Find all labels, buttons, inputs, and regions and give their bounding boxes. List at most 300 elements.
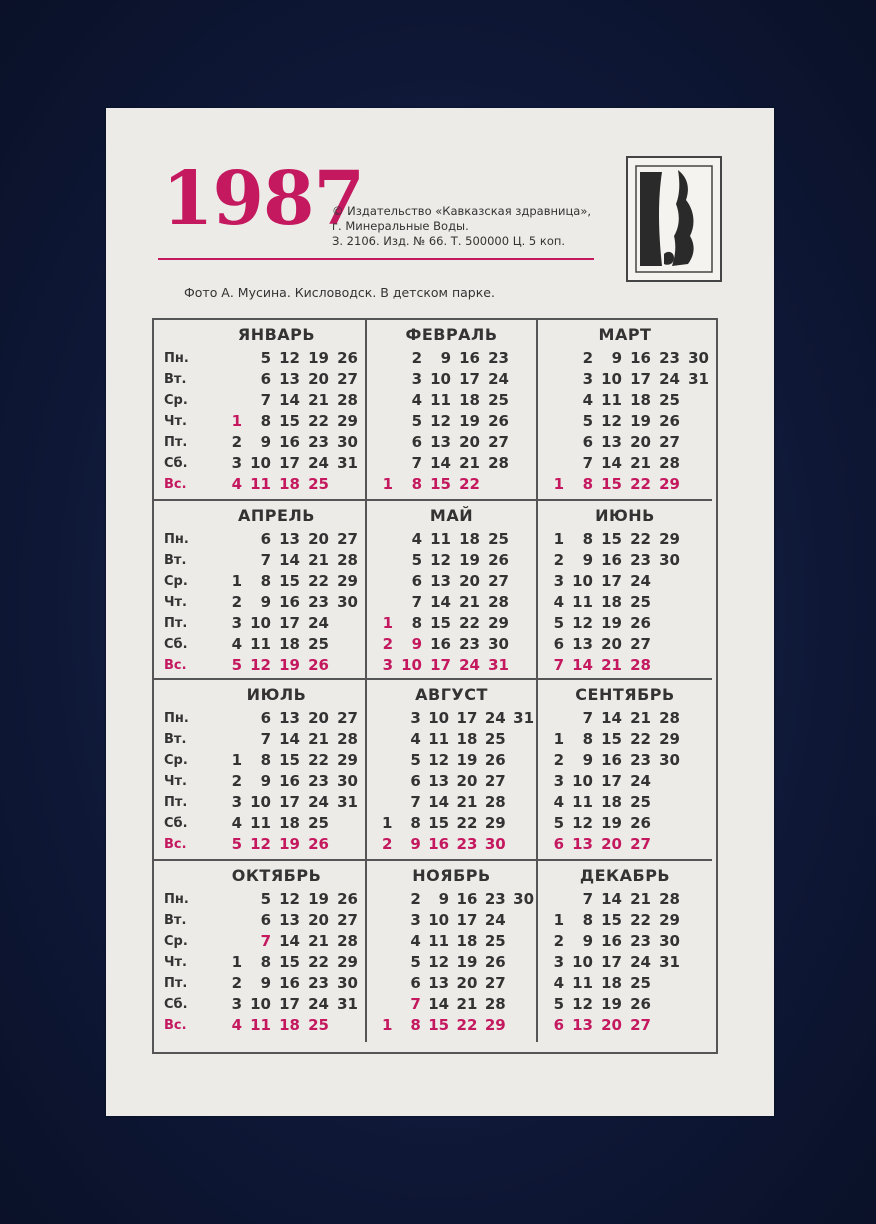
day-number: 18	[456, 932, 478, 950]
day-number: 8	[260, 412, 271, 430]
day-number: 18	[279, 635, 300, 653]
day-number: 1	[553, 730, 564, 748]
day-number: 26	[630, 995, 651, 1013]
day-number: 3	[231, 995, 242, 1013]
day-number: 11	[428, 730, 450, 748]
weekday-label: Ср.	[164, 934, 188, 949]
day-number: 11	[428, 932, 450, 950]
weekday-label: Пт.	[164, 616, 188, 631]
day-number: 10	[572, 953, 593, 971]
day-number: 8	[411, 475, 422, 493]
month-3	[154, 501, 367, 680]
day-number: 20	[456, 974, 478, 992]
day-number: 19	[601, 995, 622, 1013]
day-number: 4	[231, 814, 242, 832]
day-number: 16	[630, 349, 651, 367]
day-number: 20	[308, 370, 329, 388]
day-number: 20	[601, 635, 622, 653]
day-number: 20	[630, 433, 651, 451]
day-number: 15	[428, 814, 450, 832]
day-number: 10	[572, 572, 593, 590]
week-column	[302, 348, 331, 495]
day-number: 24	[308, 614, 329, 632]
day-number: 4	[582, 391, 593, 409]
day-number: 11	[572, 593, 593, 611]
day-number: 12	[250, 656, 271, 674]
day-number: 25	[630, 593, 651, 611]
week-column	[624, 708, 653, 855]
day-number: 10	[401, 656, 422, 674]
week-column	[273, 529, 302, 676]
day-number: 25	[484, 730, 506, 748]
day-number: 12	[428, 751, 450, 769]
day-number: 16	[279, 974, 300, 992]
week-column	[424, 529, 453, 676]
day-number: 16	[601, 551, 622, 569]
day-number: 28	[337, 391, 358, 409]
day-number: 28	[337, 730, 358, 748]
day-number: 18	[459, 530, 480, 548]
week-column	[373, 348, 395, 495]
month-days	[367, 708, 536, 855]
day-number: 29	[484, 1016, 506, 1034]
day-number: 24	[484, 911, 506, 929]
day-number: 26	[659, 412, 680, 430]
month-days	[154, 708, 365, 855]
day-number: 16	[459, 349, 480, 367]
day-number: 17	[601, 953, 622, 971]
day-number: 20	[308, 911, 329, 929]
weekday-label: Вт.	[164, 913, 187, 928]
day-number: 9	[411, 635, 422, 653]
day-number: 27	[337, 911, 358, 929]
day-number: 5	[411, 412, 422, 430]
day-number: 13	[279, 911, 300, 929]
day-number: 6	[582, 433, 593, 451]
day-number: 29	[337, 953, 358, 971]
day-number: 17	[279, 995, 300, 1013]
day-number: 20	[459, 433, 480, 451]
day-number: 12	[601, 412, 622, 430]
week-column	[544, 708, 566, 855]
week-column	[453, 529, 482, 676]
day-number: 27	[630, 1016, 651, 1034]
day-number: 22	[630, 911, 651, 929]
day-number: 23	[659, 349, 680, 367]
day-number: 4	[231, 635, 242, 653]
day-number: 3	[382, 656, 393, 674]
day-number: 26	[484, 953, 506, 971]
week-column	[451, 889, 479, 1036]
week-column	[653, 348, 682, 495]
day-number: 22	[630, 530, 651, 548]
week-column	[508, 708, 536, 855]
day-number: 5	[411, 551, 422, 569]
day-number: 23	[459, 635, 480, 653]
week-column	[424, 348, 453, 495]
publisher-line: г. Минеральные Воды.	[332, 219, 469, 233]
day-number: 3	[231, 614, 242, 632]
day-number: 26	[308, 656, 329, 674]
day-number: 29	[659, 530, 680, 548]
week-column	[595, 889, 624, 1036]
day-number: 13	[430, 572, 451, 590]
day-number: 5	[260, 349, 271, 367]
day-number: 23	[484, 890, 506, 908]
day-number: 23	[630, 551, 651, 569]
day-number: 3	[410, 709, 421, 727]
year-title: 1987	[162, 156, 364, 242]
month-0	[154, 320, 367, 501]
day-number: 19	[456, 751, 478, 769]
weekday-label: Пн.	[164, 892, 189, 907]
day-number: 7	[410, 995, 421, 1013]
day-number: 24	[308, 995, 329, 1013]
day-number: 30	[484, 835, 506, 853]
day-number: 27	[484, 974, 506, 992]
day-number: 8	[582, 530, 593, 548]
day-number: 1	[382, 814, 393, 832]
day-number: 17	[459, 370, 480, 388]
day-number: 21	[456, 793, 478, 811]
month-days	[367, 529, 536, 676]
weekday-label: Вс.	[164, 658, 187, 673]
day-number: 22	[308, 953, 329, 971]
day-number: 28	[659, 890, 680, 908]
week-column	[273, 708, 302, 855]
month-10	[367, 861, 538, 1042]
week-column	[595, 348, 624, 495]
day-number: 5	[410, 751, 421, 769]
day-number: 10	[250, 793, 271, 811]
weekday-label: Ср.	[164, 753, 188, 768]
day-number: 14	[601, 454, 622, 472]
day-number: 9	[260, 593, 271, 611]
calendar-card	[106, 108, 774, 1116]
day-number: 19	[456, 953, 478, 971]
day-number: 13	[430, 433, 451, 451]
day-number: 17	[430, 656, 451, 674]
day-number: 26	[337, 890, 358, 908]
day-number: 1	[231, 412, 242, 430]
day-number: 8	[410, 1016, 421, 1034]
weekday-label: Чт.	[164, 774, 187, 789]
day-number: 12	[572, 995, 593, 1013]
day-number: 2	[231, 772, 242, 790]
month-7	[367, 680, 538, 861]
day-number: 18	[279, 814, 300, 832]
day-number: 10	[428, 709, 450, 727]
day-number: 3	[411, 370, 422, 388]
day-number: 21	[308, 730, 329, 748]
day-number: 17	[601, 772, 622, 790]
day-number: 21	[456, 995, 478, 1013]
month-days	[538, 529, 712, 676]
day-number: 17	[279, 614, 300, 632]
week-column	[302, 889, 331, 1036]
week-column	[653, 708, 682, 855]
day-number: 30	[337, 974, 358, 992]
day-number: 10	[572, 772, 593, 790]
week-column	[423, 889, 451, 1036]
day-number: 25	[488, 530, 509, 548]
day-number: 18	[601, 593, 622, 611]
day-number: 29	[488, 614, 509, 632]
weekday-label: Пт.	[164, 795, 188, 810]
day-number: 23	[488, 349, 509, 367]
day-number: 24	[630, 953, 651, 971]
day-number: 28	[484, 793, 506, 811]
day-number: 14	[279, 932, 300, 950]
day-number: 26	[488, 551, 509, 569]
week-column	[453, 348, 482, 495]
month-name: МАРТ	[598, 325, 652, 344]
month-name: ДЕКАБРЬ	[579, 866, 671, 885]
day-number: 13	[428, 772, 450, 790]
week-column	[479, 708, 507, 855]
day-number: 5	[231, 656, 242, 674]
day-number: 7	[260, 551, 271, 569]
day-number: 8	[582, 730, 593, 748]
day-number: 4	[553, 593, 564, 611]
day-number: 26	[484, 751, 506, 769]
day-number: 31	[513, 709, 535, 727]
day-number: 8	[410, 814, 421, 832]
day-number: 25	[308, 475, 329, 493]
week-column	[544, 529, 566, 676]
day-number: 15	[601, 530, 622, 548]
day-number: 16	[601, 932, 622, 950]
day-number: 3	[410, 911, 421, 929]
day-number: 2	[410, 890, 421, 908]
month-days	[538, 708, 712, 855]
day-number: 4	[553, 974, 564, 992]
day-number: 19	[279, 656, 300, 674]
day-number: 21	[308, 932, 329, 950]
day-number: 7	[582, 454, 593, 472]
week-column	[222, 889, 244, 1036]
day-number: 5	[553, 814, 564, 832]
week-column	[595, 708, 624, 855]
day-number: 10	[601, 370, 622, 388]
day-number: 14	[430, 454, 451, 472]
day-number: 11	[430, 391, 451, 409]
day-number: 14	[279, 391, 300, 409]
day-number: 22	[456, 1016, 478, 1034]
day-number: 18	[279, 1016, 300, 1034]
week-column	[394, 708, 422, 855]
week-column	[566, 348, 595, 495]
week-column	[273, 889, 302, 1036]
day-number: 3	[231, 793, 242, 811]
weekday-label: Сб.	[164, 637, 188, 652]
day-number: 31	[337, 454, 358, 472]
day-number: 2	[231, 593, 242, 611]
day-number: 16	[456, 890, 478, 908]
week-column	[302, 708, 331, 855]
day-number: 20	[601, 835, 622, 853]
day-number: 17	[630, 370, 651, 388]
month-days	[154, 529, 365, 676]
day-number: 21	[630, 890, 651, 908]
day-number: 29	[337, 572, 358, 590]
day-number: 30	[488, 635, 509, 653]
day-number: 14	[601, 890, 622, 908]
publisher-line: З. 2106. Изд. № 66. Т. 500000 Ц. 5 коп.	[332, 234, 566, 248]
day-number: 15	[601, 730, 622, 748]
day-number: 12	[279, 349, 300, 367]
day-number: 21	[630, 454, 651, 472]
day-number: 4	[553, 793, 564, 811]
day-number: 17	[456, 911, 478, 929]
week-column	[624, 529, 653, 676]
day-number: 9	[440, 349, 451, 367]
week-column	[653, 529, 682, 676]
weekday-label: Вс.	[164, 837, 187, 852]
weekday-label: Ср.	[164, 393, 188, 408]
week-column	[373, 708, 394, 855]
day-number: 28	[488, 454, 509, 472]
week-column	[302, 529, 331, 676]
day-number: 6	[411, 572, 422, 590]
day-number: 6	[553, 635, 564, 653]
day-number: 8	[411, 614, 422, 632]
day-number: 5	[410, 953, 421, 971]
day-number: 23	[308, 593, 329, 611]
day-number: 28	[488, 593, 509, 611]
day-number: 12	[250, 835, 271, 853]
day-number: 30	[659, 932, 680, 950]
day-number: 11	[572, 793, 593, 811]
day-number: 9	[582, 751, 593, 769]
day-number: 9	[611, 349, 622, 367]
month-days	[367, 348, 536, 495]
day-number: 31	[659, 953, 680, 971]
week-column	[566, 708, 595, 855]
day-number: 2	[231, 974, 242, 992]
week-column	[482, 348, 511, 495]
day-number: 28	[337, 551, 358, 569]
day-number: 4	[410, 730, 421, 748]
week-column	[331, 889, 360, 1036]
day-number: 21	[459, 454, 480, 472]
weekday-labels	[164, 889, 222, 1036]
weekday-label: Пн.	[164, 532, 189, 547]
day-number: 19	[459, 412, 480, 430]
week-column	[222, 348, 244, 495]
week-column	[273, 348, 302, 495]
day-number: 23	[456, 835, 478, 853]
day-number: 12	[279, 890, 300, 908]
day-number: 11	[250, 475, 271, 493]
day-number: 8	[582, 911, 593, 929]
day-number: 2	[582, 349, 593, 367]
day-number: 7	[260, 730, 271, 748]
day-number: 15	[601, 911, 622, 929]
day-number: 11	[250, 814, 271, 832]
day-number: 23	[630, 751, 651, 769]
week-column	[394, 889, 422, 1036]
month-days	[154, 889, 365, 1036]
month-name: АПРЕЛЬ	[238, 506, 315, 525]
day-number: 24	[630, 572, 651, 590]
day-number: 25	[630, 793, 651, 811]
day-number: 22	[459, 614, 480, 632]
day-number: 30	[337, 772, 358, 790]
month-days	[538, 889, 712, 1036]
week-column	[653, 889, 682, 1036]
day-number: 1	[231, 751, 242, 769]
day-number: 15	[279, 572, 300, 590]
day-number: 27	[659, 433, 680, 451]
day-number: 13	[279, 370, 300, 388]
day-number: 14	[279, 551, 300, 569]
day-number: 29	[659, 911, 680, 929]
day-number: 1	[382, 614, 393, 632]
week-column	[373, 889, 394, 1036]
weekday-label: Чт.	[164, 595, 187, 610]
day-number: 9	[260, 433, 271, 451]
day-number: 16	[279, 593, 300, 611]
day-number: 21	[459, 593, 480, 611]
month-name: ФЕВРАЛЬ	[405, 325, 498, 344]
day-number: 12	[572, 814, 593, 832]
day-number: 4	[410, 932, 421, 950]
day-number: 15	[279, 953, 300, 971]
publisher-info	[332, 204, 632, 249]
day-number: 25	[308, 1016, 329, 1034]
day-number: 21	[630, 709, 651, 727]
week-column	[544, 348, 566, 495]
month-name: НОЯБРЬ	[412, 866, 491, 885]
weekday-label: Сб.	[164, 816, 188, 831]
week-column	[222, 529, 244, 676]
day-number: 3	[553, 953, 564, 971]
week-column	[624, 889, 653, 1036]
day-number: 16	[430, 635, 451, 653]
day-number: 2	[553, 932, 564, 950]
day-number: 2	[231, 433, 242, 451]
day-number: 3	[553, 572, 564, 590]
day-number: 9	[438, 890, 450, 908]
day-number: 20	[456, 772, 478, 790]
day-number: 14	[428, 793, 450, 811]
day-number: 13	[428, 974, 450, 992]
day-number: 31	[488, 656, 509, 674]
day-number: 6	[553, 1016, 564, 1034]
day-number: 24	[308, 793, 329, 811]
publisher-logo-icon	[628, 158, 720, 280]
month-2	[538, 320, 712, 501]
day-number: 12	[572, 614, 593, 632]
month-9	[154, 861, 367, 1042]
day-number: 13	[572, 1016, 593, 1034]
day-number: 19	[459, 551, 480, 569]
day-number: 13	[572, 635, 593, 653]
day-number: 25	[488, 391, 509, 409]
day-number: 27	[337, 530, 358, 548]
day-number: 18	[601, 974, 622, 992]
day-number: 2	[411, 349, 422, 367]
month-6	[154, 680, 367, 861]
week-column	[395, 529, 424, 676]
weekday-label: Вс.	[164, 477, 187, 492]
day-number: 17	[456, 709, 478, 727]
day-number: 21	[308, 551, 329, 569]
month-name: ОКТЯБРЬ	[231, 866, 322, 885]
weekday-label: Вт.	[164, 732, 187, 747]
day-number: 22	[459, 475, 480, 493]
